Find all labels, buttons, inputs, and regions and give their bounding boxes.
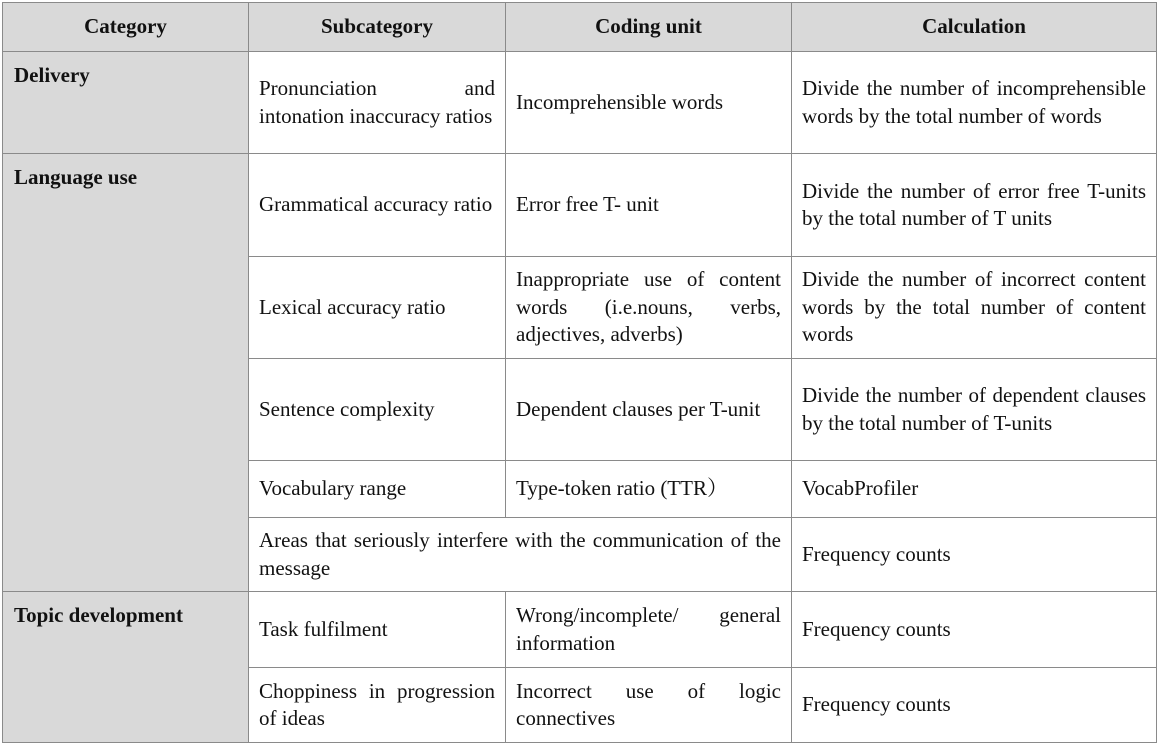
coding-unit-cell: Type-token ratio (TTR）	[506, 461, 792, 518]
subcategory-cell: Areas that seriously interfere with the communication of the message	[249, 518, 792, 592]
header-calculation: Calculation	[792, 3, 1157, 52]
subcategory-cell: Vocabulary range	[249, 461, 506, 518]
subcategory-cell: Sentence complexity	[249, 359, 506, 461]
subcategory-cell: Choppiness in progression of ideas	[249, 668, 506, 743]
header-coding-unit: Coding unit	[506, 3, 792, 52]
calculation-cell: Divide the number of dependent clauses by the total number of T-units	[792, 359, 1157, 461]
header-category: Category	[3, 3, 249, 52]
calculation-cell: VocabProfiler	[792, 461, 1157, 518]
coding-unit-cell: Error free T- unit	[506, 154, 792, 257]
category-cell: Topic development	[3, 592, 249, 743]
category-cell: Language use	[3, 154, 249, 592]
category-cell: Delivery	[3, 52, 249, 154]
table-row	[3, 592, 1157, 668]
subcategory-cell: Lexical accuracy ratio	[249, 257, 506, 359]
coding-unit-cell: Incorrect use of logic connectives	[506, 668, 792, 743]
coding-unit-cell: Incomprehensible words	[506, 52, 792, 154]
coding-unit-cell: Dependent clauses per T-unit	[506, 359, 792, 461]
coding-scheme-table	[2, 2, 1157, 743]
table-row	[3, 154, 1157, 257]
coding-unit-cell: Wrong/incomplete/ general information	[506, 592, 792, 668]
calculation-cell: Frequency counts	[792, 518, 1157, 592]
calculation-cell: Divide the number of incomprehensible words by the total number of words	[792, 52, 1157, 154]
header-row	[3, 3, 1157, 52]
calculation-cell: Frequency counts	[792, 592, 1157, 668]
table-row	[3, 52, 1157, 154]
calculation-cell: Frequency counts	[792, 668, 1157, 743]
subcategory-cell: Pronunciation and intonation inaccuracy ratios	[249, 52, 506, 154]
calculation-cell: Divide the number of error free T-units by the total number of T units	[792, 154, 1157, 257]
coding-unit-cell: Inappropriate use of content words (i.e.nouns, verbs, adjectives, adverbs)	[506, 257, 792, 359]
calculation-cell: Divide the number of incorrect content words by the total number of content words	[792, 257, 1157, 359]
subcategory-cell: Grammatical accuracy ratio	[249, 154, 506, 257]
subcategory-cell: Task fulfilment	[249, 592, 506, 668]
header-subcategory: Subcategory	[249, 3, 506, 52]
